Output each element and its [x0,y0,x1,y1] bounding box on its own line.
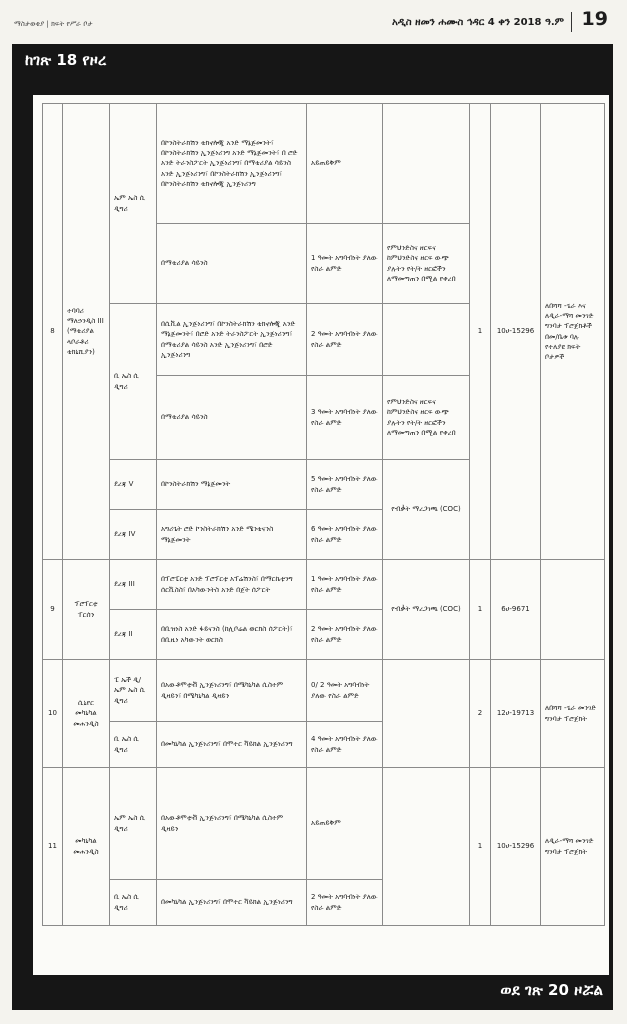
work-location: ለበሻሻ -ጌራ መንገድ ግንባታ ፕሮጀክት [541,660,605,768]
page-number: 19 [581,8,608,30]
vacancy-table [42,103,605,926]
publication-date-line: አዲስ ዘመን ሐሙስ ኅዳር 4 ቀን 2018 ዓ.ም [392,17,564,28]
quantity: 1 [470,560,491,660]
experience: 3 ዓመት አግባብነት ያለው የስራ ልምድ [307,376,383,460]
other-requirement: የምህንድስና ዘርፍና ከምህንድስና ዘርፍ ውጭ ያሉትን የት/ት ዘርፎችን ለማመጣጠን በሚል የቀረበ [383,376,470,460]
work-location [541,560,605,660]
salary: 10ሀ-15296 [491,768,541,926]
quantity: 2 [470,660,491,768]
newspaper-masthead [14,8,612,34]
field-of-study: በመካኒካል ኢንጅነሪንግ፣ በሞተር ቫይክል ኢንጅነሪንግ [157,880,307,926]
other-requirement: የምህንድስና ዘርፍና ከምህንድስና ዘርፍ ውጭ ያሉትን የት/ት ዘርፎችን ለማመጣጠን በሚል የቀረበ [383,224,470,304]
field-of-study: በአውቶሞቲቭ ኢንጅነሪንግ፣ በሜካኒካል ሲስተም ዲዛይን፣ በሜካኒካል ዲዛይን [157,660,307,722]
other-requirement: የብቃት ማረጋገጫ (COC) [383,560,470,660]
other-requirement [383,304,470,376]
section-label: ማስታወቂያ | ክፍት የሥራ ቦታ [14,20,93,28]
education-level: ቢ ኤስ ሲ ዲግሪ [110,722,157,768]
experience: 1 ዓመት አግባብነት ያለው የስራ ልምድ [307,224,383,304]
continued-from-banner [12,44,613,78]
row-number: 8 [43,104,63,560]
education-level: ደረጃ II [110,610,157,660]
job-title: ፕሮፕርቲ ፐርሰን [63,560,110,660]
experience: አይጠይቅም [307,768,383,880]
other-requirement [383,768,470,926]
experience: 0/ 2 ዓመት አግባብነት ያለው የስራ ልምድ [307,660,383,722]
field-of-study: በመካኒካል ኢንጅነሪንግ፣ በሞተር ቫይክል ኢንጅነሪንግ [157,722,307,768]
quantity: 1 [470,104,491,560]
experience: 5 ዓመት አግባብነት ያለው የስራ ልምድ [307,460,383,510]
field-of-study: አግሪጌት ሮድ ኮንስትራክሽን አንድ ሜንቴናንስ ማኔጅመንት [157,510,307,560]
table-row [43,104,605,224]
continued-from-text: ከገጽ 18 የዞረ [25,51,107,69]
experience: 2 ዓመት አግባብነት ያለው የስራ ልምድ [307,610,383,660]
continued-to-text: ወደ ገጽ 20 ዞሯል [500,981,603,999]
vacancy-table-panel [33,95,609,975]
education-level: ደረጃ III [110,560,157,610]
job-title: ተባባሪ ማለኃንዲስ III (ማቴሪያል ላቦራቶሪ ቴክኒሺያን) [63,104,110,560]
field-of-study: በኮንስትራክሽን ማኔጅመንት [157,460,307,510]
experience: 1 ዓመት አግባብነት ያለው የስራ ልምድ [307,560,383,610]
continued-to-banner [12,972,613,1010]
experience: 2 ዓመት አግባብነት ያለው የስራ ልምድ [307,304,383,376]
education-level: ደረጃ IV [110,510,157,560]
job-title: ሲኒየር መካኒካል መሐንዲስ [63,660,110,768]
experience: አይጠይቅም [307,104,383,224]
other-requirement [383,660,470,768]
field-of-study: በማቴሪያል ሳይንስ [157,224,307,304]
field-of-study: በሲቪል ኢንጅነሪንግ፣ በኮንስትራክሽን ቴክኖሎጂ አንድ ማኔጅመንት፣ በሮድ አንድ ትራንስፖርት ኢንጅነሪንግ፣ በማቴሪያል ሳይንስ አንድ ኢንጅነሪንግ፣ በሮድ ኢንጅነሪንግ [157,304,307,376]
row-number: 11 [43,768,63,926]
education-level: ፒ ኤች ዲ/ ኤም ኤስ ሲ ዲግሪ [110,660,157,722]
field-of-study: በማቴሪያል ሳይንስ [157,376,307,460]
row-number: 10 [43,660,63,768]
salary: 10ሀ-15296 [491,104,541,560]
education-level: ኤም ኤስ ሲ ዲግሪ [110,104,157,304]
other-requirement [383,104,470,224]
table-row [43,660,605,722]
other-requirement: የብቃት ማረጋገጫ (COC) [383,460,470,560]
education-level: ኤም ኤስ ሲ ዲግሪ [110,768,157,880]
education-level: ቢ ኤስ ሲ ዲግሪ [110,880,157,926]
experience: 4 ዓመት አግባብነት ያለው የስራ ልምድ [307,722,383,768]
work-location: ለዲራ-ማሻ መንገድ ግንባታ ፕሮጀክት [541,768,605,926]
field-of-study: በአውቶሞቲቭ ኢንጅነሪንግ፣ በሜካኒካል ሲስተም ዲዛይን [157,768,307,880]
masthead-divider [571,12,572,32]
education-level: ቢ ኤስ ሲ ዲግሪ [110,304,157,460]
salary: 12ሀ-19713 [491,660,541,768]
field-of-study: በቢዝነስ አንድ ፋይናንስ (ከሊቦሬል ወርክስ ሰፖርት)፣ በቢዚነ አካውንት ወርክስ [157,610,307,660]
salary: 6ሀ-9671 [491,560,541,660]
table-row [43,768,605,880]
table-row [43,560,605,610]
field-of-study: በፕሮፔርቲ አንድ ፕሮፕርቲ አፕሬሽንስ፣ በማርኬቲንግ ሰርቪስስ፣ በአካውንትስ አንድ በጀት ሰፖርት [157,560,307,610]
quantity: 1 [470,768,491,926]
field-of-study: በኮንስትራክሽን ቴክኖሎጂ አንድ ማኔጅመንት፣ በኮንስትራክሽን ኢንጅነሪንግ አንድ ማኔጅመንት፣ በ ሮድ አንድ ትራንስፖርት ኢንጅነሪንግ፣ በማቴሪያል ሳይንስ አንድ ኢንጅነሪንግ፣ በኮንስትራክሽን ኢንጅነሪንግ፣ በኮንስትራክሽን ቴክኖሎጂ ኢንጅነሪንግ [157,104,307,224]
row-number: 9 [43,560,63,660]
experience: 2 ዓመት አግባብነት ያለው የስራ ልምድ [307,880,383,926]
work-location: ለበሻሻ -ጌራ እና ለዲራ-ማሻ መንገድ ግንባታ ፕሮጀክቶች በመ/ቤቱ ባሉ የተለያዩ ክፍት ቦታዎች [541,104,605,560]
experience: 6 ዓመት አግባብነት ያለው የስራ ልምድ [307,510,383,560]
advertisement-frame [12,44,613,1010]
education-level: ደረጃ V [110,460,157,510]
job-title: መካኒካል መሐንዲስ [63,768,110,926]
